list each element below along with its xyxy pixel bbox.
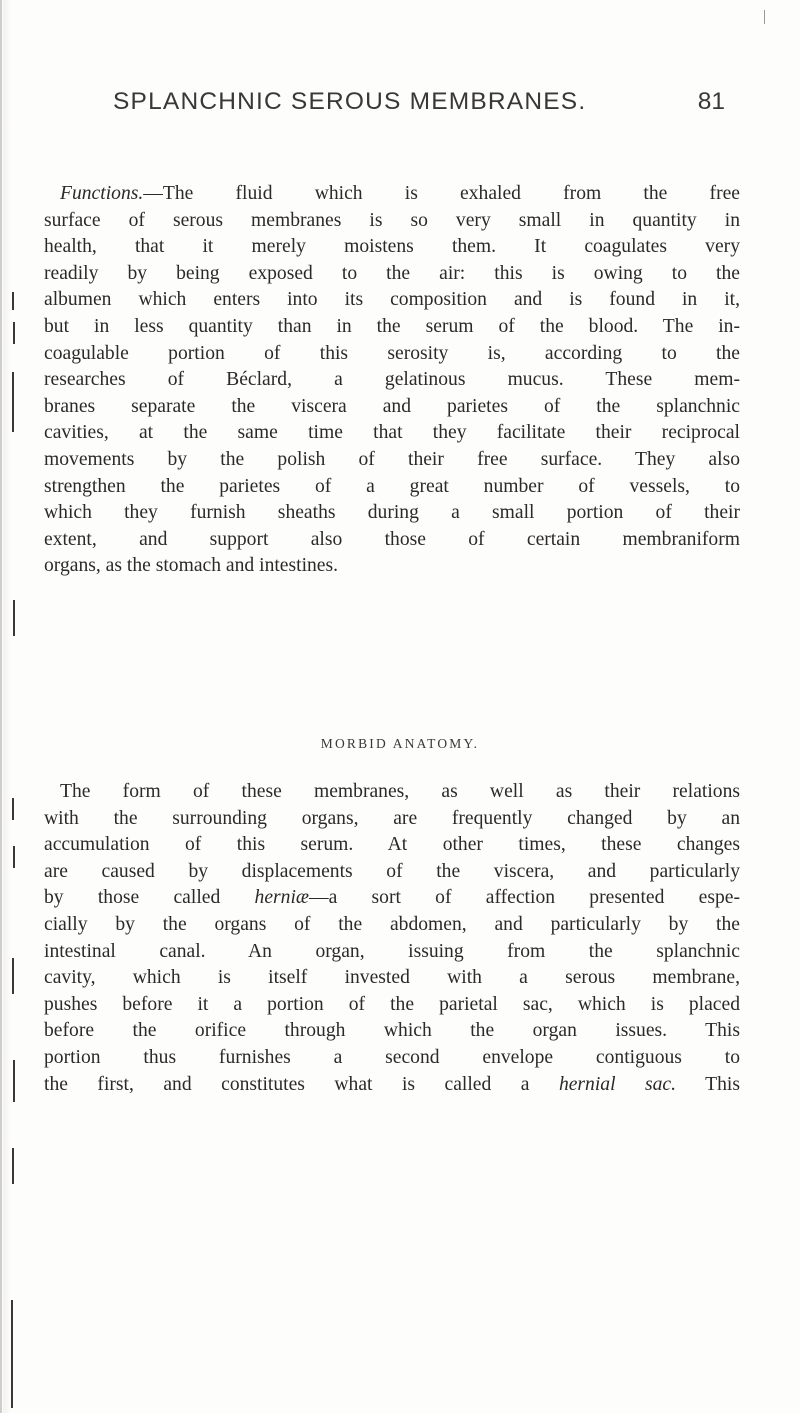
- margin-tick: [12, 372, 14, 432]
- text-line: [44, 885, 740, 912]
- paragraph-functions: [44, 181, 740, 580]
- running-head: [113, 88, 725, 124]
- text-run: —The fluid which is exhaled from the free: [143, 183, 740, 204]
- text-line: organs, as the stomach and intestines.: [44, 555, 339, 577]
- text-line: pushes before it a portion of the parietal sac, which is placed: [44, 993, 740, 1015]
- text-run: This: [676, 1073, 740, 1095]
- margin-tick: [12, 958, 14, 994]
- text-run: by those called: [44, 887, 255, 909]
- binding-shadow: [3, 0, 11, 1413]
- italic-term: herniæ: [254, 887, 309, 909]
- section-heading: MORBID ANATOMY.: [320, 736, 480, 751]
- text-line: intestinal canal. An organ, issuing from the splanchnic: [44, 940, 740, 962]
- text-line: branes separate the viscera and parietes of the splanchnic: [44, 395, 740, 417]
- text-line: movements by the polish of their free surface. They also: [44, 448, 740, 470]
- text-line: [44, 181, 740, 208]
- text-line: cially by the organs of the abdomen, and particularly by the: [44, 913, 740, 935]
- margin-tick: [12, 798, 14, 820]
- margin-tick: [13, 600, 15, 636]
- margin-tick: [13, 322, 15, 344]
- text-line: readily by being exposed to the air: this is owing to the: [44, 262, 740, 284]
- text-line: health, that it merely moistens them. It coagulates very: [44, 236, 740, 258]
- text-line: coagulable portion of this serosity is, according to the: [44, 342, 740, 364]
- text-line: but in less quantity than in the serum of the blood. The in-: [44, 315, 740, 337]
- run-in-heading: Functions.: [60, 183, 144, 204]
- margin-tick: [13, 1060, 15, 1102]
- text-line: researches of Béclard, a gelatinous mucus. These mem-: [44, 369, 740, 391]
- text-line: accumulation of this serum. At other times, these changes: [44, 834, 740, 856]
- text-line: with the surrounding organs, are frequently changed by an: [44, 807, 740, 829]
- text-line: portion thus furnishes a second envelope contiguous to: [44, 1046, 740, 1068]
- scan-mark: [764, 10, 765, 24]
- running-title: SPLANCHNIC SEROUS MEMBRANES.: [113, 88, 587, 115]
- text-line: strengthen the parietes of a great number of vessels, to: [44, 475, 740, 497]
- text-line: which they furnish sheaths during a small portion of their: [44, 502, 740, 524]
- margin-tick: [12, 1148, 14, 1184]
- text-run: —a sort of affection presented espe-: [308, 887, 740, 909]
- text-line: extent, and support also those of certain membraniform: [44, 528, 740, 550]
- text-line: cavities, at the same time that they facilitate their reciprocal: [44, 422, 740, 444]
- margin-tick: [13, 846, 15, 868]
- text-line: albumen which enters into its composition and is found in it,: [44, 289, 740, 311]
- page-number: 81: [697, 88, 725, 115]
- paragraph-morbid-anatomy: [44, 779, 740, 1098]
- text-line: surface of serous membranes is so very small in quantity in: [44, 209, 740, 231]
- margin-tick: [12, 292, 14, 310]
- text-line: cavity, which is itself invested with a serous membrane,: [44, 967, 740, 989]
- text-line: before the orifice through which the organ issues. This: [44, 1020, 740, 1042]
- page-edge: [0, 0, 2, 1413]
- text-line: The form of these membranes, as well as their relations: [60, 781, 740, 802]
- text-run: the first, and constitutes what is called a: [44, 1073, 559, 1095]
- italic-term: hernial sac.: [558, 1073, 677, 1095]
- margin-tick: [11, 1300, 13, 1408]
- text-line: are caused by displacements of the viscera, and particularly: [44, 860, 740, 882]
- text-line: [44, 1072, 740, 1099]
